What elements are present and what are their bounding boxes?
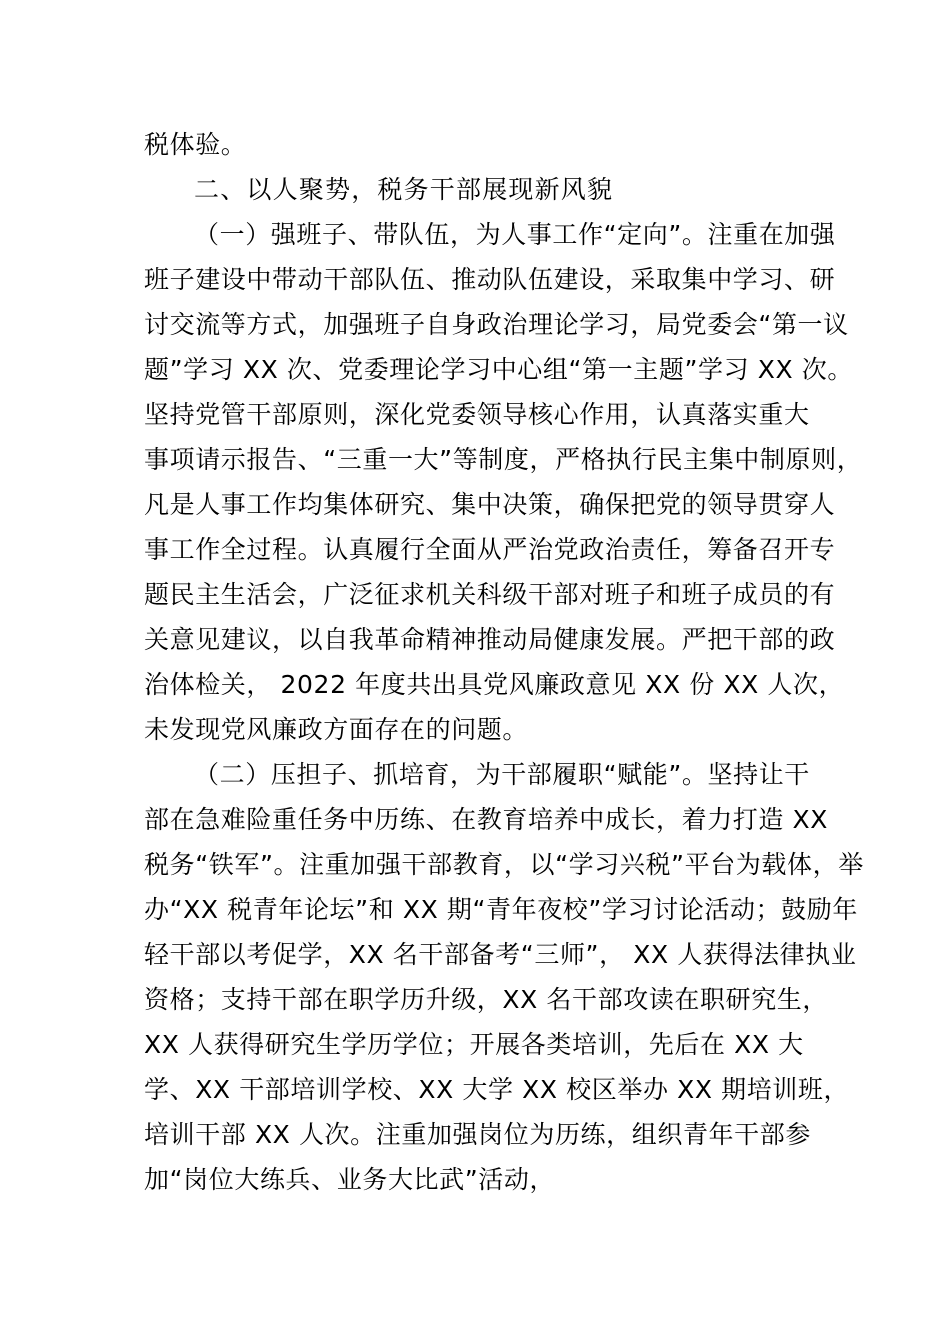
text-line-6: 题”学习 XX 次、党委理论学习中心组“第一主题”学习 XX 次。 (144, 355, 853, 384)
text-line-5: 讨交流等方式，加强班子自身政治理论学习，局党委会“第一议 (144, 310, 849, 339)
text-line-8: 事项请示报告、“三重一大”等制度，严格执行民主集中制原则， (144, 445, 863, 474)
section-heading-2: 二、以人聚势，税务干部展现新风貌 (194, 175, 614, 204)
text-line-13: 治体检关， 2022 年度共出具党风廉政意见 XX 份 XX 人次， (144, 670, 845, 699)
text-line-10: 事工作全过程。认真履行全面从严治党政治责任，筹备召开专 (144, 535, 836, 564)
text-line-21: XX 人获得研究生学历学位；开展各类培训，先后在 XX 大 (144, 1030, 804, 1059)
text-line-7: 坚持党管干部原则，深化党委领导核心作用，认真落实重大 (144, 400, 810, 429)
text-line-15: （二）压担子、抓培育，为干部履职“赋能”。坚持让干 (194, 760, 810, 789)
text-line-4: 班子建设中带动干部队伍、推动队伍建设，采取集中学习、研 (144, 265, 836, 294)
text-line-11: 题民主生活会，广泛征求机关科级干部对班子和班子成员的有 (144, 580, 836, 609)
text-line-14: 未发现党风廉政方面存在的问题。 (144, 715, 529, 744)
text-line-24: 加“岗位大练兵、业务大比武”活动， (144, 1165, 556, 1194)
text-line-18: 办“XX 税青年论坛”和 XX 期“青年夜校”学习讨论活动；鼓励年 (144, 895, 858, 924)
text-line-3: （一）强班子、带队伍，为人事工作“定向”。注重在加强 (194, 220, 836, 249)
text-line-9: 凡是人事工作均集体研究、集中决策，确保把党的领导贯穿人 (144, 490, 836, 519)
text-line-23: 培训干部 XX 人次。注重加强岗位为历练，组织青年干部参 (144, 1120, 811, 1149)
text-line-20: 资格；支持干部在职学历升级，XX 名干部攻读在职研究生， (144, 985, 829, 1014)
text-line-19: 轻干部以考促学，XX 名干部备考“三师”， XX 人获得法律执业 (144, 940, 857, 969)
text-line-12: 关意见建议，以自我革命精神推动局健康发展。严把干部的政 (144, 625, 836, 654)
text-line-16: 部在急难险重任务中历练、在教育培养中成长，着力打造 XX (144, 805, 829, 834)
text-line-17: 税务“铁军”。注重加强干部教育，以“学习兴税”平台为载体，举 (144, 850, 864, 879)
text-line-22: 学、XX 干部培训学校、XX 大学 XX 校区举办 XX 期培训班， (144, 1075, 850, 1104)
text-line-1: 税体验。 (144, 130, 247, 159)
